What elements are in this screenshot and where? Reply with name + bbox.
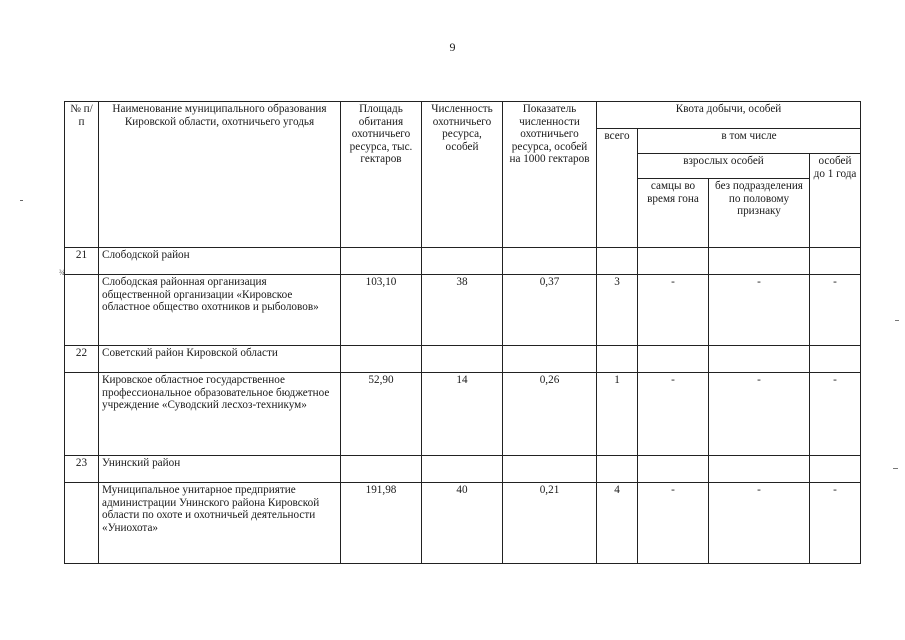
row-num: 22: [65, 346, 99, 373]
quota-table: [64, 101, 861, 564]
row-num: 21: [65, 248, 99, 275]
cell-males: -: [638, 373, 709, 456]
cell-no-sex: -: [709, 483, 810, 564]
table-row-district: [65, 346, 861, 373]
cell-young: -: [810, 483, 861, 564]
cell-count: 14: [422, 373, 503, 456]
header-area: Площадь обитания охотничьего ресурса, тыс. гектаров: [341, 102, 422, 248]
header-name: Наименование муниципального образования Кировской области, охотничьего угодья: [99, 102, 341, 248]
cell-males: -: [638, 483, 709, 564]
table-row-organization: [65, 275, 861, 346]
scan-artifact-dash: [893, 468, 898, 469]
header-count: Численность охотничьего ресурса, особей: [422, 102, 503, 248]
scan-artifact-dash: [20, 200, 23, 201]
organization-name: Муниципальное унитарное предприятие администрации Унинского района Кировской области по охоте и охотничьей деятельности «Униохота»: [99, 483, 341, 564]
header-num: № п/п: [65, 102, 99, 248]
table-row-district: [65, 248, 861, 275]
cell-area: 103,10: [341, 275, 422, 346]
header-including: в том числе: [638, 129, 861, 154]
cell-total: 1: [597, 373, 638, 456]
header-under-one-year: особей до 1 года: [810, 154, 861, 248]
cell-young: -: [810, 373, 861, 456]
cell-indicator: 0,21: [503, 483, 597, 564]
header-adults: взрослых особей: [638, 154, 810, 179]
cell-count: 40: [422, 483, 503, 564]
cell-males: -: [638, 275, 709, 346]
cell-no-sex: -: [709, 275, 810, 346]
cell-count: 38: [422, 275, 503, 346]
cell-no-sex: -: [709, 373, 810, 456]
organization-name: Слободская районная организация общественной организации «Кировское областное общество охотников и рыболовов»: [99, 275, 341, 346]
header-quota: Квота добычи, особей: [597, 102, 861, 129]
scan-artifact-dash: [895, 320, 899, 321]
district-name: Слободской район: [99, 248, 341, 275]
cell-indicator: 0,37: [503, 275, 597, 346]
cell-young: -: [810, 275, 861, 346]
page-number: 9: [449, 40, 456, 54]
cell-area: 191,98: [341, 483, 422, 564]
organization-name: Кировское областное государственное профессиональное образовательное бюджетное учреждение «Суводский лесхоз-техникум»: [99, 373, 341, 456]
district-name: Советский район Кировской области: [99, 346, 341, 373]
header-indicator: Показатель численности охотничьего ресурса, особей на 1000 гектаров: [503, 102, 597, 248]
cell-indicator: 0,26: [503, 373, 597, 456]
district-name: Унинский район: [99, 456, 341, 483]
table-row-organization: [65, 483, 861, 564]
table-row-district: [65, 456, 861, 483]
scan-artifact-mark: ¾: [59, 268, 65, 277]
header-males: самцы во время гона: [638, 179, 709, 248]
header-no-sex-division: без подразделения по половому признаку: [709, 179, 810, 248]
row-num: 23: [65, 456, 99, 483]
cell-area: 52,90: [341, 373, 422, 456]
cell-total: 3: [597, 275, 638, 346]
header-total: всего: [597, 129, 638, 248]
table-body: [65, 248, 861, 564]
table-row-organization: [65, 373, 861, 456]
cell-total: 4: [597, 483, 638, 564]
table-header: [65, 102, 861, 248]
